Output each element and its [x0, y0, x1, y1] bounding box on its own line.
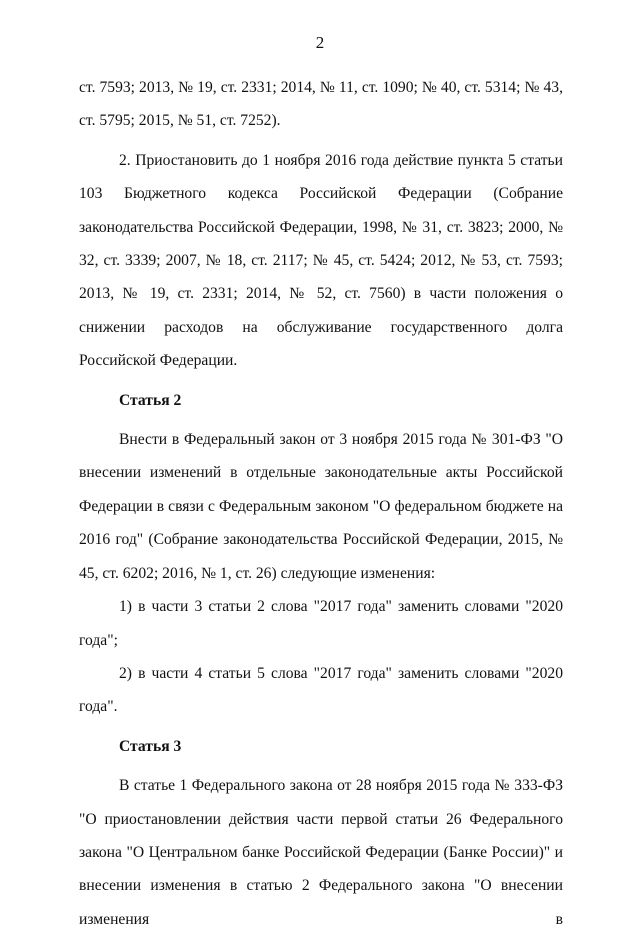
document-body: [79, 71, 563, 936]
paragraph-item-2: 2. Приостановить до 1 ноября 2016 года действие пункта 5 статьи 103 Бюджетного кодекса Российской Федерации (Собрание законодательства Российской Федерации, 1998, № 31, ст. 3823; 2000, № 32, ст. 3339; 2007, № 18, ст. 2117; № 45, ст. 5424; 2012, № 53, ст. 7593; 2013, № 19, ст. 2331; 2014, № 52, ст. 7560) в части положения о снижении расходов на обслуживание государственного долга Российской Федерации.: [79, 151, 563, 370]
article-2-item-2: 2) в части 4 статьи 5 слова "2017 года" заменить словами "2020 года".: [79, 664, 563, 716]
article-3-heading: Статья 3: [119, 737, 182, 755]
article-2-text: Внести в Федеральный закон от 3 ноября 2015 года № 301-ФЗ "О внесении изменений в отдельные законодательные акты Российской Федерации в связи с Федеральным законом "О федеральном бюджете на 2016 год" (Собрание законодательства Российской Федерации, 2015, № 45, ст. 6202; 2016, № 1, ст. 26) следующие изменения:: [79, 431, 563, 582]
page-number: 2: [315, 33, 325, 52]
article-2-heading: Статья 2: [119, 391, 182, 409]
paragraph-continuation: ст. 7593; 2013, № 19, ст. 2331; 2014, № 11, ст. 1090; № 40, ст. 5314; № 43, ст. 5795; 2015, № 51, ст. 7252).: [79, 79, 563, 130]
article-2-item-1: 1) в части 3 статьи 2 слова "2017 года" заменить словами "2020 года";: [79, 598, 563, 649]
article-3-text: В статье 1 Федерального закона от 28 ноября 2015 года № 333-ФЗ "О приостановлении действия части первой статьи 26 Федерального закона "О Центральном банке Российской Федерации (Банке России)" и внесении изменения в статью 2 Федерального закона "О внесении изменения в: [79, 777, 563, 928]
